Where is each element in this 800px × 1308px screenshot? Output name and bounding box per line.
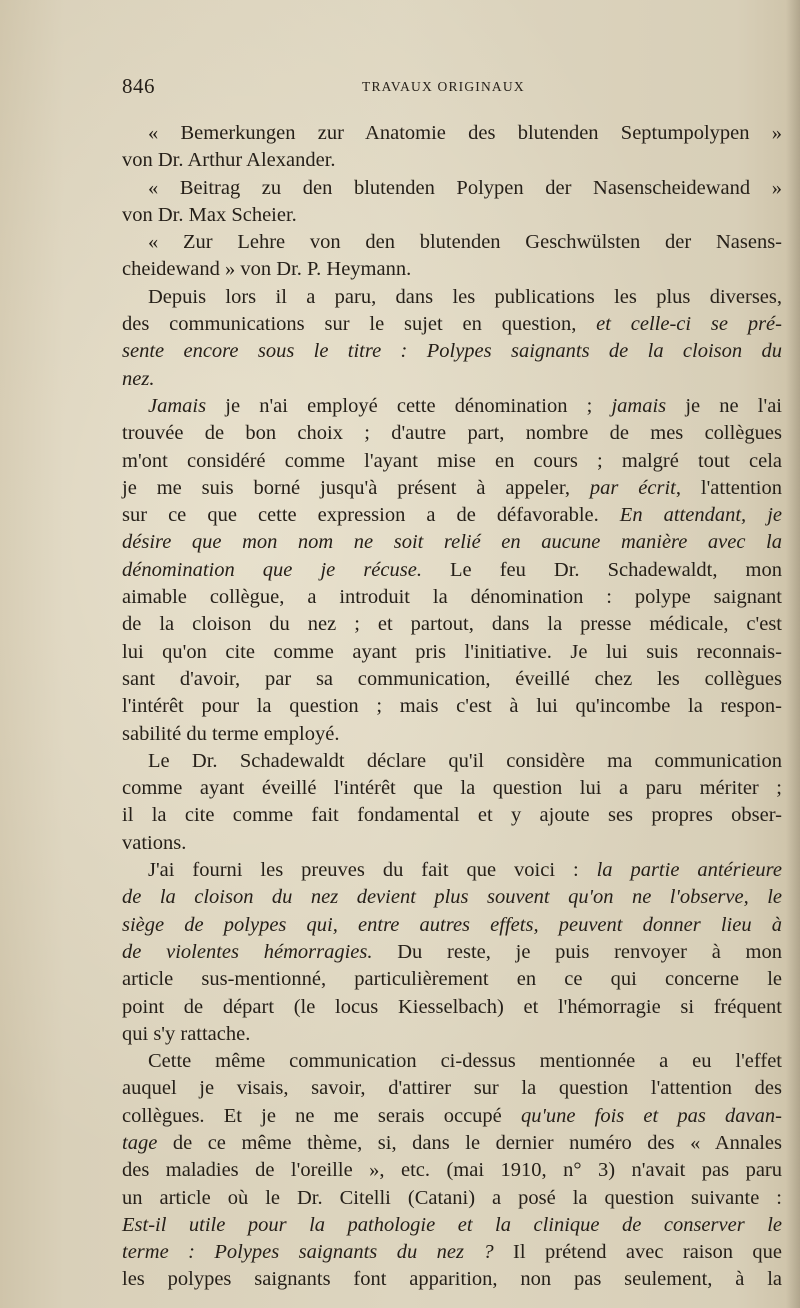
text-segment: « Beitrag zu den blutenden Polypen der Nasenscheidewand » [148,176,782,199]
text-line [122,775,782,802]
italic-text-segment: par écrit [589,476,676,499]
text-segment: je me suis borné jusqu'à présent à appeler, [122,476,590,499]
text-line [122,175,782,202]
text-line [122,1048,782,1075]
text-segment: Il prétend avec raison que [493,1241,782,1264]
text-segment: des communications sur le sujet en question, [122,313,597,336]
text-segment: Du reste, je puis renvoyer à mon [372,940,782,963]
text-line [122,284,782,311]
text-line [122,939,782,966]
text-line [122,584,782,611]
text-segment: qui s'y rattache. [122,1022,251,1045]
text-segment: lui qu'on cite comme ayant pris l'initiative. Je lui suis reconnais- [122,640,782,663]
text-line [122,748,782,775]
text-line [122,202,782,229]
text-segment: article sus-mentionné, particulièrement en ce qui concerne le [122,968,782,991]
text-line [122,529,782,556]
text-segment: les polypes saignants font apparition, non pas seulement, à la [122,1268,782,1291]
text-segment: sant d'avoir, par sa communication, éveillé chez les collègues [122,667,782,690]
text-segment: des maladies de l'oreille », etc. (mai 1910, n° 3) n'avait pas paru [122,1159,782,1182]
italic-text-segment: tage [122,1131,158,1154]
text-line [122,1212,782,1239]
body-text [122,120,782,1294]
italic-text-segment: sente encore sous le titre : Polypes saignants de la cloison du [122,340,782,363]
text-segment: « Zur Lehre von den blutenden Geschwülsten der Nasens- [148,231,782,254]
italic-text-segment: En attendant, je [619,504,782,527]
text-line [122,1157,782,1184]
text-line [122,420,782,447]
text-line [122,721,782,748]
text-line [122,666,782,693]
text-segment: von Dr. Arthur Alexander. [122,149,336,172]
text-segment: vations. [122,831,187,854]
italic-text-segment: siège de polypes qui, entre autres effets, peuvent donner lieu à [122,913,782,936]
text-line [122,256,782,283]
italic-text-segment: Jamais [148,394,207,417]
text-line [122,475,782,502]
text-segment: sabilité du terme employé. [122,722,340,745]
text-segment: l'intérêt pour la question ; mais c'est à lui qu'incombe la respon- [122,695,782,718]
italic-text-segment: nez. [122,367,155,390]
text-line [122,1266,782,1293]
italic-text-segment: qu'une fois et pas davan- [520,1104,782,1127]
italic-text-segment: jamais [611,394,667,417]
text-line [122,311,782,338]
text-segment: J'ai fourni les preuves du fait que voici : [148,859,597,882]
text-segment: von Dr. Max Scheier. [122,203,297,226]
page-edge-shadow [786,0,800,1308]
text-segment: « Bemerkungen zur Anatomie des blutenden Septumpolypen » [148,122,782,144]
italic-text-segment: Est-il utile pour la pathologie et la clinique de conserver le [122,1213,782,1236]
text-segment: un article où le Dr. Citelli (Catani) a posé la question suivante : [122,1186,782,1209]
text-segment: Le feu Dr. Schadewaldt, mon [421,558,782,581]
text-line [122,639,782,666]
text-segment: Depuis lors il a paru, dans les publications les plus diverses, [148,285,782,308]
text-line [122,1075,782,1102]
running-head: TRAVAUX ORIGINAUX [362,79,525,94]
text-line [122,1103,782,1130]
text-segment: de la cloison du nez ; et partout, dans la presse médicale, c'est [122,613,782,636]
italic-text-segment: désire que mon nom ne soit relié en aucune manière avec la [122,531,782,554]
text-segment: Cette même communication ci-dessus mentionnée a eu l'effet [148,1050,782,1073]
page-number: 846 [122,74,155,98]
text-line [122,884,782,911]
text-segment: de ce même thème, si, dans le dernier numéro des « Annales [157,1131,782,1154]
text-line [122,1130,782,1157]
text-line [122,229,782,256]
italic-text-segment: terme : Polypes saignants du nez ? [122,1241,494,1264]
text-segment: cheidewand » von Dr. P. Heymann. [122,258,412,281]
text-segment: je n'ai employé cette dénomination ; [206,394,612,417]
page-header [122,74,782,102]
text-line [122,830,782,857]
text-line [122,912,782,939]
text-line [122,366,782,393]
text-line [122,448,782,475]
text-line [122,1021,782,1048]
text-line [122,338,782,365]
text-line [122,1239,782,1266]
text-line [122,147,782,174]
text-line [122,502,782,529]
italic-text-segment: et celle-ci se pré- [596,313,782,336]
text-segment: sur ce que cette expression a de défavorable. [122,504,620,527]
text-segment: auquel je visais, savoir, d'attirer sur la question l'attention des [122,1077,782,1100]
text-segment: il la cite comme fait fondamental et y ajoute ses propres obser- [122,804,782,827]
italic-text-segment: de la cloison du nez devient plus souvent qu'on ne l'observe, le [122,886,782,909]
text-segment: aimable collègue, a introduit la dénomination : polype saignant [122,586,782,609]
text-segment: point de départ (le locus Kiesselbach) et l'hémorragie si fréquent [122,995,782,1018]
text-line [122,857,782,884]
text-line [122,393,782,420]
italic-text-segment: la partie antérieure [596,859,782,882]
text-line [122,557,782,584]
text-line [122,693,782,720]
text-line [122,1185,782,1212]
text-line [122,994,782,1021]
text-line [122,611,782,638]
text-segment: , l'attention [675,476,783,499]
text-line [122,966,782,993]
text-segment: comme ayant éveillé l'intérêt que la question lui a paru mériter ; [122,777,782,800]
text-line [122,802,782,829]
italic-text-segment: dénomination que je récuse. [122,558,422,581]
text-segment: m'ont considéré comme l'ayant mise en cours ; malgré tout cela [122,449,782,472]
text-segment: trouvée de bon choix ; d'autre part, nombre de mes collègues [122,422,782,445]
text-segment: Le Dr. Schadewaldt déclare qu'il considère ma communication [148,749,782,772]
text-segment: collègues. Et je ne me serais occupé [122,1104,521,1127]
text-line [122,120,782,147]
text-segment: je ne l'ai [666,394,782,417]
italic-text-segment: de violentes hémorragies. [122,940,373,963]
